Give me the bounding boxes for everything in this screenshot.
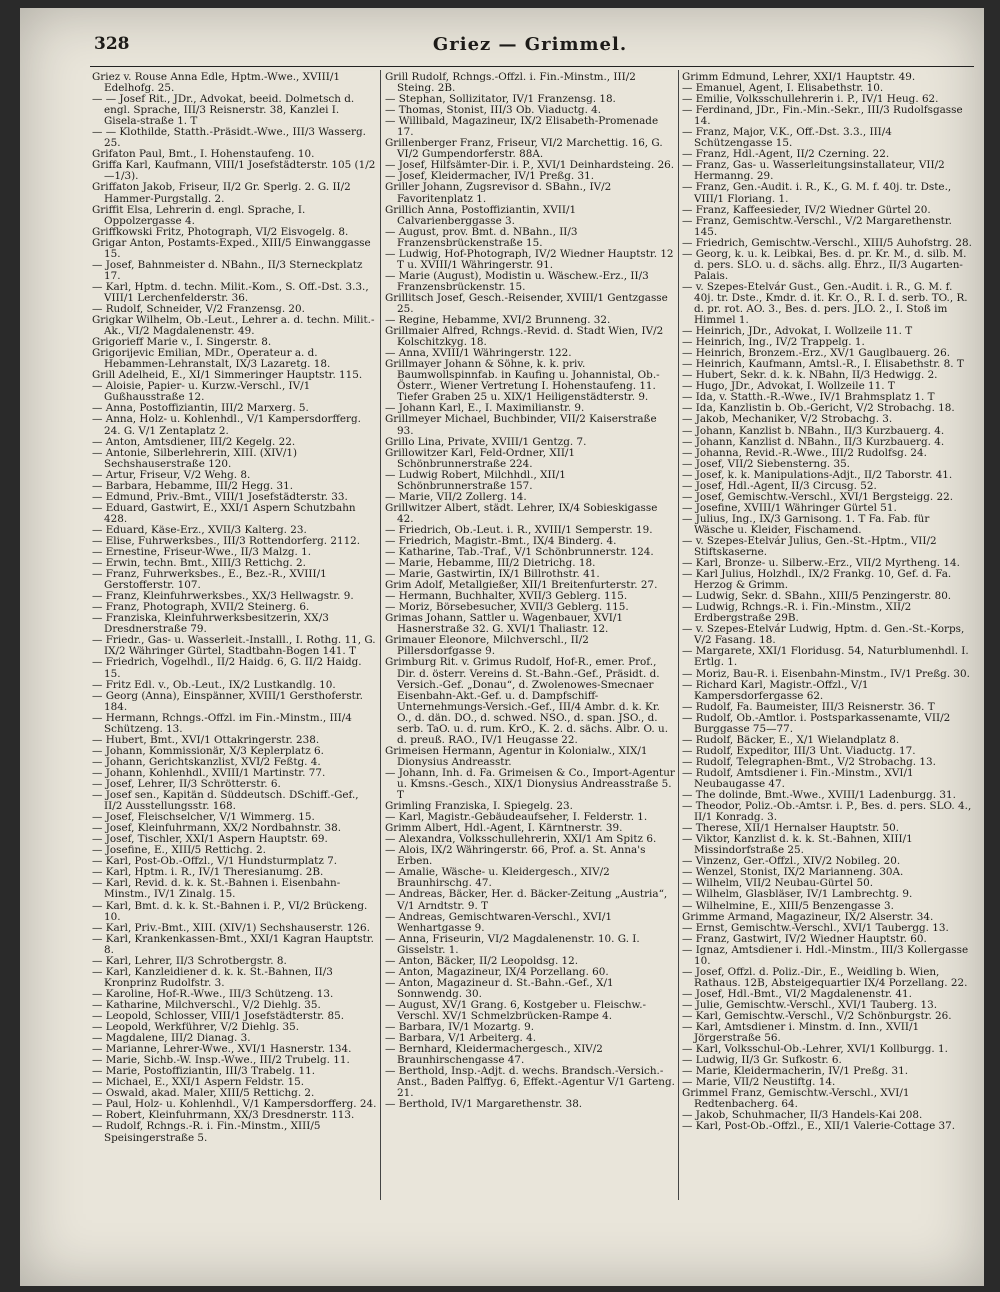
directory-entry: Griller Johann, Zugsrevisor d. SBahn., IV/2 Favoritenplatz 1. (385, 181, 612, 205)
directory-entry: — Ludwig, Sekr. d. SBahn., XIII/5 Penzingerstr. 80. (682, 590, 952, 603)
directory-entry: — Heinrich, Ing., IV/2 Trappelg. 1. (682, 336, 865, 349)
directory-entry: Grigkar Wilhelm, Ob.-Leut., Lehrer a. d. techn. Milit.-Ak., VI/2 Magdalenenstr. 49. (92, 314, 375, 338)
directory-entry: — Aloisie, Papier- u. Kurzw.-Verschl., IV/1 Gußhausstraße 12. (92, 380, 311, 404)
directory-entry: — Jakob, Mechaniker, V/2 Strobachg. 3. (682, 413, 893, 426)
directory-entry: — Karl, Gemischtw.-Verschl., V/2 Schönburgstr. 26. (682, 1009, 952, 1022)
directory-entry: — Andreas, Gemischtwaren-Verschl., XVI/1 Wenhartgasse 9. (385, 910, 612, 934)
directory-entry: — Berthold, IV/1 Margarethenstr. 38. (385, 1098, 583, 1111)
directory-entry: — Anna, Postoffiziantin, III/2 Marxerg. 5. (92, 402, 309, 415)
directory-entry: — — Klothilde, Statth.-Präsidt.-Wwe., III/3 Wasserg. 25. (92, 126, 366, 150)
directory-entry: — Karl, Amtsdiener i. Minstm. d. Inn., XVII/1 Jörgerstraße 56. (682, 1021, 920, 1045)
directory-entry: — Stephan, Sollizitator, IV/1 Franzensg. 18. (385, 93, 616, 106)
directory-entry: — Ludwig Robert, Milchhdl., XII/1 Schönbrunnerstraße 157. (385, 468, 566, 492)
directory-entry: — Anna, Friseurin, VI/2 Magdalenenstr. 10. G. I. Gisselstr. 1. (385, 932, 640, 956)
directory-entry: — Josef, Hdl.-Bmt., VI/2 Magdalenenstr. 41. (682, 987, 912, 1000)
page-header (20, 8, 984, 58)
directory-entry: — Julius, Ing., IX/3 Garnisong. 1. T Fa. Fab. für Wäsche u. Kleider, Fischamend. (682, 512, 930, 536)
directory-entry: — Hugo, JDr., Advokat, I. Wollzeile 11. T (682, 380, 895, 393)
directory-entry: — Heinrich, Kaufmann, Amtsl.-R., I. Elisabethstr. 8. T (682, 358, 964, 371)
directory-entry: — Marie, Kleidermacherin, IV/1 Preßg. 31. (682, 1065, 909, 1078)
directory-entry: — Alexandra, Volksschullehrerin, XXI/1 Am Spitz 6. (385, 833, 657, 846)
directory-entry: — Karl, Bmt. d. k. k. St.-Bahnen i. P., VI/2 Brückeng. 10. (92, 899, 368, 923)
directory-entry: — Viktor, Kanzlist d. k. k. St.-Bahnen, XIII/1 Missindorfstraße 25. (682, 833, 913, 857)
directory-entry: — Karl, Priv.-Bmt., XIII. (XIV/1) Sechshauserstr. 126. (92, 921, 370, 934)
directory-entry: — Ida, v. Statth.-R.-Wwe., IV/1 Brahmsplatz 1. T (682, 391, 935, 404)
directory-entry: Grifaton Paul, Bmt., I. Hohenstaufeng. 10. (92, 148, 315, 161)
directory-entry: Grimmel Franz, Gemischtw.-Verschl., XVI/1 Redtenbacherg. 64. (682, 1087, 910, 1111)
directory-entry: Grillowitzer Karl, Feld-Ordner, XII/1 Schönbrunnerstraße 224. (385, 446, 576, 470)
directory-entry: — Ernst, Gemischtw.-Verschl., XVI/1 Taubergg. 13. (682, 921, 949, 934)
running-title: Griez — Grimmel. (432, 34, 628, 55)
directory-entry: Grillwitzer Albert, städt. Lehrer, IX/4 Sobieskigasse 42. (385, 501, 658, 525)
directory-entry: — Franz, Hdl.-Agent, II/2 Czerning. 22. (682, 148, 890, 161)
directory-entry: — Franz, Kaffeesieder, IV/2 Wiedner Gürtel 20. (682, 203, 931, 216)
directory-entry: — Eduard, Gastwirt, E., XXI/1 Aspern Schutzbahn 428. (92, 501, 356, 525)
directory-entry: — Leopold, Schlosser, VIII/1 Josefstädterstr. 85. (92, 1009, 345, 1022)
directory-entry: — Katharine, Tab.-Traf., V/1 Schönbrunnerstr. 124. (385, 546, 654, 559)
directory-entry: — Antonie, Silberlehrerin, XIII. (XIV/1) Sechshauserstraße 120. (92, 446, 298, 470)
directory-entry: Grimas Johann, Sattler u. Wagenbauer, XVI/1 Hasnerstraße 32. G. XVI/1 Thaliastr. 12. (385, 612, 623, 636)
directory-entry: — Josef, Hdl.-Agent, II/3 Circusg. 52. (682, 479, 877, 492)
directory-entry: Grimling Franziska, I. Spiegelg. 23. (385, 800, 573, 813)
directory-entry: Grimm Albert, Hdl.-Agent, I. Kärntnerstr. 39. (385, 822, 623, 835)
directory-entry: Griffa Karl, Kaufmann, VIII/1 Josefstädterstr. 105 (1/2—1/3). (92, 159, 376, 183)
directory-entry: — Hubert, Sekr. d. k. k. NBahn, II/3 Hedwigg. 2. (682, 369, 938, 382)
directory-entry: — Johann, Kommissionär, X/3 Keplerplatz 6. (92, 744, 324, 757)
directory-entry: — Marie, Gastwirtin, IX/1 Billrothstr. 41. (385, 568, 600, 581)
directory-entry: — v. Szepes-Etelvár Julius, Gen.-St.-Hptm., VII/2 Stiftskaserne. (682, 534, 937, 559)
directory-entry: Grillmayer Johann & Söhne, k. k. priv. Baumwollspinnfab. in Kaufing u. Johannistal, Ob.-Österr., Wiener Vertretung I. Hohenstaufeng. 11. Tiefer Graben 25 u. XIX/1 Heiligenstädterstr. 9. (385, 358, 660, 404)
directory-entry: — Josef, Gemischtw.-Verschl., XVI/1 Bergsteigg. 22. (682, 490, 954, 503)
directory-entry: — Josefine, E., XIII/5 Rettichg. 2. (92, 844, 266, 857)
directory-entry: — Josef, k. k. Manipulations-Adjt., II/2 Taborstr. 41. (682, 468, 953, 481)
directory-entry: — Rudolf, Amtsdiener i. Fin.-Minstm., XVI/1 Neubaugasse 47. (682, 766, 914, 790)
directory-entry: Grimm Edmund, Lehrer, XXI/1 Hauptstr. 49. (682, 72, 916, 83)
directory-entry: Grigorieff Marie v., I. Singerstr. 8. (92, 336, 272, 349)
directory-entry: — Edmund, Priv.-Bmt., VIII/1 Josefstädterstr. 33. (92, 490, 348, 503)
directory-entry: Grigar Anton, Postamts-Exped., XIII/5 Einwanggasse 15. (92, 236, 371, 260)
directory-entry: — Franz, Major, V.K., Off.-Dst. 3.3., III/4 Schützengasse 15. (682, 126, 892, 150)
column-left (92, 72, 377, 1212)
directory-entry: Grimeisen Hermann, Agentur in Kolonialw., XIX/1 Dionysius Andreasstr. (385, 744, 648, 768)
directory-entry: — Moriz, Bau-R. i. Eisenbahn-Minstm., IV/1 Preßg. 30. (682, 667, 970, 680)
directory-entry: — v. Szepes-Etelvár Ludwig, Hptm. d. Gen.-St.-Korps, V/2 Fasang. 18. (682, 623, 965, 647)
directory-entry: — Johann Karl, E., I. Maximilianstr. 9. (385, 402, 585, 415)
directory-entry: Grillitsch Josef, Gesch.-Reisender, XVIII/1 Gentzgasse 25. (385, 291, 668, 315)
directory-entry: — Josefine, XVIII/1 Währinger Gürtel 51. (682, 501, 897, 514)
directory-entry: — Ignaz, Amtsdiener i. Hdl.-Minstm., III/3 Kollergasse 10. (682, 943, 969, 967)
page-number: 328 (94, 34, 130, 54)
directory-entry: — Johann, Kanzlist d. NBahn., II/3 Kurzbauerg. 4. (682, 435, 945, 448)
directory-entry: Grillmeyer Michael, Buchbinder, VII/2 Kaiserstraße 93. (385, 413, 657, 437)
directory-entry: — Josef, Hilfsämter-Dir. i. P., XVI/1 Deinhardsteing. 26. (385, 159, 675, 172)
directory-entry: — Karl, Magistr.-Gebäudeaufseher, I. Felderstr. 1. (385, 811, 648, 824)
directory-entry: — Theodor, Poliz.-Ob.-Amtsr. i. P., Bes. d. pers. SLO. 4., II/1 Konradg. 3. (682, 800, 972, 824)
directory-entry: — Georg, k. u. k. Leibkai, Bes. d. pr. Kr. M., d. silb. M. d. pers. SLO. u. d. sächs. allg. Ehrz., II/3 Augarten-Palais. (682, 247, 967, 282)
directory-entry: — v. Szepes-Etelvár Gust., Gen.-Audit. i. R., G. M. f. 40j. tr. Dste., Kmdr. d. it. Kr. O., R. I. d. serb. TO., R. d. pr. rot. AO. 3., Bes. d. pers. JLO. 2., I. Stoß im Himmel 1. (682, 280, 968, 327)
directory-page (20, 8, 984, 1286)
directory-entry: — Karl, Bronze- u. Silberw.-Erz., VII/2 Myrtheng. 14. (682, 557, 960, 570)
directory-entry: — Josef, Kleinfuhrmann, XX/2 Nordbahnstr. 38. (92, 822, 342, 835)
directory-entry: — Berthold, Insp.-Adjt. d. wechs. Brandsch.-Versich.-Anst., Baden Palffyg. 6, Effekt.-Agentur V/1 Garteng. 21. (385, 1065, 675, 1100)
directory-entry: — Wilhelm, VII/2 Neubau-Gürtel 50. (682, 877, 874, 890)
directory-entry: — Karl, Post-Ob.-Offzl., V/1 Hundsturmplatz 7. (92, 855, 338, 868)
directory-entry: — August, XV/1 Grang. 6, Kostgeber u. Fleischw.-Verschl. XV/1 Schmelzbrücken-Rampe 4. (385, 998, 647, 1022)
directory-entry: Grillo Lina, Private, XVIII/1 Gentzg. 7. (385, 435, 587, 448)
column-divider-1 (380, 70, 381, 1200)
directory-entry: Grillmaier Alfred, Rchngs.-Revid. d. Stadt Wien, IV/2 Kolschitzkyg. 18. (385, 325, 664, 349)
directory-entry: — Johann, Kanzlist b. NBahn., II/3 Kurzbauerg. 4. (682, 424, 945, 437)
directory-entry: — Jakob, Schuhmacher, II/3 Handels-Kai 208. (682, 1109, 923, 1122)
directory-entry: — Anton, Bäcker, II/2 Leopoldsg. 12. (385, 954, 579, 967)
directory-entry: — Ludwig, Hof-Photograph, IV/2 Wiedner Hauptstr. 12 T u. XVIII/1 Währingerstr. 91. (385, 247, 674, 271)
directory-entry: — — Josef Rit., JDr., Advokat, beeid. Dolmetsch d. engl. Sprache, III/3 Reisnerstr. 38, Kanzlei I. Gisela-straße 1. T (92, 93, 355, 128)
directory-entry: — Friedrich, Gemischtw.-Verschl., XIII/5 Auhofstrg. 28. (682, 236, 972, 249)
directory-entry: Grim Adolf, Metallgießer, XII/1 Breitenfurterstr. 27. (385, 579, 658, 592)
directory-entry: Grimme Armand, Magazineur, IX/2 Alserstr. 34. (682, 910, 934, 923)
directory-entry: Grillenberger Franz, Friseur, VI/2 Marchettig. 16, G. VI/2 Gumpendorferstr. 88A. (385, 137, 663, 161)
directory-entry: — Johanna, Revid.-R.-Wwe., III/2 Rudolfsg. 24. (682, 446, 927, 459)
directory-entry: — Wenzel, Stonist, IX/2 Marianneng. 30A. (682, 866, 904, 879)
directory-entry: — Karl, Hptm. d. techn. Milit.-Kom., S. Off.-Dst. 3.3., VIII/1 Lerchenfelderstr. 36. (92, 280, 369, 304)
directory-entry: — Rudolf, Rchngs.-R. i. Fin.-Minstm., XIII/5 Speisingerstraße 5. (92, 1120, 321, 1144)
directory-entry: — Franz, Gas- u. Wasserleitungsinstallateur, VII/2 Hermanng. 29. (682, 159, 945, 183)
directory-entry: — Artur, Friseur, V/2 Wehg. 8. (92, 468, 251, 481)
directory-entry: — Josef, Offzl. d. Poliz.-Dir., E., Weidling b. Wien, Rathaus. 12B, Absteigequartier IX/4 Porzellang. 22. (682, 965, 968, 989)
directory-entry: — Franz, Fuhrwerksbes., E., Bez.-R., XVIII/1 Gerstofferstr. 107. (92, 568, 327, 592)
directory-entry: — Leopold, Werkführer, V/2 Diehlg. 35. (92, 1021, 300, 1034)
directory-entry: — Thomas, Stonist, III/3 Ob. Viaductg. 4. (385, 104, 602, 117)
directory-entry: — Emilie, Volksschullehrerin i. P., IV/1 Heug. 62. (682, 93, 939, 106)
directory-entry: — Friedrich, Ob.-Leut. i. R., XVIII/1 Semperstr. 19. (385, 523, 653, 536)
directory-entry: — Paul, Holz- u. Kohlenhdl., V/1 Kampersdorfferg. 24. (92, 1098, 377, 1111)
directory-entry: — Ernestine, Friseur-Wwe., II/3 Malzg. 1. (92, 546, 312, 559)
directory-entry: — Oswald, akad. Maler, XIII/5 Rettichg. 2. (92, 1087, 315, 1100)
directory-entry: — Emanuel, Agent, I. Elisabethstr. 10. (682, 82, 884, 95)
directory-entry: — Michael, E., XXI/1 Aspern Feldstr. 15. (92, 1076, 305, 1089)
directory-entry: — Marie, Hebamme, III/2 Dietrichg. 18. (385, 557, 596, 570)
directory-entry: — Amalie, Wäsche- u. Kleidergesch., XIV/2 Braunhirschg. 47. (385, 866, 610, 890)
directory-entry: — Josef, Bahnmeister d. NBahn., II/3 Sterneckplatz 17. (92, 258, 363, 282)
directory-entry: — Franz, Kleinfuhrwerksbes., XX/3 Hellwagstr. 9. (92, 590, 354, 603)
directory-entry: — Barbara, V/1 Arbeiterg. 4. (385, 1032, 537, 1045)
directory-entry: — Wilhelmine, E., XIII/5 Benzengasse 3. (682, 899, 894, 912)
directory-entry: — Rudolf, Telegraphen-Bmt., V/2 Strobachg. 13. (682, 755, 936, 768)
directory-entry: — Rudolf, Schneider, V/2 Franzensg. 20. (92, 302, 305, 315)
directory-entry: — Marianne, Lehrer-Wwe., XVI/1 Hasnerstr. 134. (92, 1043, 352, 1056)
column-divider-2 (678, 70, 679, 1200)
column-right (682, 72, 972, 1212)
directory-entry: — Heinrich, Bronzem.-Erz., XV/1 Gauglbauerg. 26. (682, 347, 951, 360)
directory-entry: — Ludwig, II/3 Gr. Sufkostr. 6. (682, 1054, 842, 1067)
directory-entry: — Karl, Krankenkassen-Bmt., XXI/1 Kagran Hauptstr. 8. (92, 932, 374, 956)
directory-entry: — Karl, Lehrer, II/3 Schrotbergstr. 8. (92, 954, 287, 967)
directory-entry: — Anna, XVIII/1 Währingerstr. 122. (385, 347, 572, 360)
directory-entry: — Friedrich, Magistr.-Bmt., IX/4 Binderg. 4. (385, 534, 617, 547)
directory-entry: — Anna, Holz- u. Kohlenhdl., V/1 Kampersdorfferg. 24. G. V/1 Zentaplatz 2. (92, 413, 361, 437)
directory-entry: — Barbara, Hebamme, III/2 Hegg. 31. (92, 479, 293, 492)
directory-entry: — Julie, Gemischtw.-Verschl., XVI/1 Tauberg. 13. (682, 998, 938, 1011)
directory-entry: — Johann, Gerichtskanzlist, XVI/2 Feßtg. 4. (92, 755, 321, 768)
directory-entry: Grimauer Eleonore, Milchverschl., II/2 Pillersdorfgasse 9. (385, 634, 589, 658)
directory-entry: — Moriz, Börsebesucher, XVII/3 Geblerg. 115. (385, 601, 629, 614)
directory-entry: — Hermann, Rchngs.-Offzl. im Fin.-Minstm., III/4 Schützeng. 13. (92, 711, 352, 735)
directory-entry: — Josef, Tischler, XXI/1 Aspern Hauptstr. 69. (92, 833, 328, 846)
directory-entry: — Robert, Kleinfuhrmann, XX/3 Dresdnerstr. 113. (92, 1109, 355, 1122)
directory-entry: — Johann, Kohlenhdl., XVIII/1 Martinstr. 77. (92, 766, 326, 779)
directory-entry: — Rudolf, Ob.-Amtlor. i. Postsparkassenamte, VII/2 Burggasse 75—77. (682, 711, 951, 735)
directory-entry: Grimburg Rit. v. Grimus Rudolf, Hof-R., emer. Prof., Dir. d. österr. Vereins d. St.-Bahn.-Gef., Präsidt. d. Versich.-Gef. „Donau“, d. Zwolenowes-Smecnaer Eisenbahn-Akt.-Gef. u. d. Dampfschiff-Unternehmungs-Versich.-Gef., III/4 Ambr. d. k. Kr. O., d. dän. DO., d. schwed. NSO., d. span. JSO., d. serb. TaO. u. d. rum. KrO., K. 2. d. sächs. Albr. O. u. d. preuß. RAO., IV/1 Heugasse 22. (385, 656, 668, 746)
directory-entry: — Hermann, Buchhalter, XVII/3 Geblerg. 115. (385, 590, 628, 603)
directory-entry: — Karl, Kanzleidiener d. k. k. St.-Bahnen, II/3 Kronprinz Rudolfstr. 3. (92, 965, 333, 989)
directory-entry: — Josef, Kleidermacher, IV/1 Preßg. 31. (385, 170, 594, 183)
directory-entry: — Andreas, Bäcker, Her. d. Bäcker-Zeitung „Austria“, V/1 Arndtstr. 9. T (385, 888, 668, 912)
directory-entry: — August, prov. Bmt. d. NBahn., II/3 Franzensbrückenstraße 15. (385, 225, 578, 249)
directory-entry: Griffkowski Fritz, Photograph, VI/2 Eisvogelg. 8. (92, 225, 349, 238)
directory-entry: — Erwin, techn. Bmt., XIII/3 Rettichg. 2. (92, 557, 306, 570)
directory-entry: — Alois, IX/2 Währingerstr. 66, Prof. a. St. Anna's Erben. (385, 844, 646, 868)
directory-entry: — Franz, Gastwirt, IV/2 Wiedner Hauptstr. 60. (682, 932, 927, 945)
directory-entry: — Franz, Photograph, XVII/2 Steinerg. 6. (92, 601, 310, 614)
directory-entry: — Karl, Volksschul-Ob.-Lehrer, XVI/1 Kollburgg. 1. (682, 1043, 948, 1056)
directory-entry: — Margarete, XXI/1 Floridusg. 54, Naturblumenhdl. I. Ertlg. 1. (682, 645, 969, 669)
directory-entry: — Josef, Lehrer, II/3 Schrötterstr. 6. (92, 778, 281, 790)
directory-entry: — Marie, VII/2 Neustiftg. 14. (682, 1076, 836, 1089)
directory-entry: — Eduard, Käse-Erz., XVII/3 Kalterg. 23. (92, 523, 307, 536)
directory-entry: — Anton, Amtsdiener, III/2 Kegelg. 22. (92, 435, 296, 448)
directory-entry: — Willibald, Magazineur, IX/2 Elisabeth-Promenade 17. (385, 115, 659, 139)
header-rule (90, 66, 974, 67)
directory-entry: — Josef, Fleischselcher, V/1 Wimmerg. 15. (92, 811, 315, 824)
directory-entry: Grillich Anna, Postoffiziantin, XVII/1 Calvarienberggasse 3. (385, 203, 577, 227)
directory-entry: — Rudolf, Expeditor, III/3 Unt. Viaductg. 17. (682, 744, 916, 757)
directory-entry: — Karl, Post-Ob.-Offzl., E., XII/1 Valerie-Cottage 37. (682, 1120, 956, 1133)
directory-entry: — Barbara, IV/1 Mozartg. 9. (385, 1021, 535, 1034)
directory-entry: — Hubert, Bmt., XVI/1 Ottakringerstr. 238. (92, 733, 320, 746)
directory-entry: — Fritz Edl. v., Ob.-Leut., IX/2 Lustkandlg. 10. (92, 678, 336, 691)
directory-entry: — Bernhard, Kleidermachergesch., XIV/2 Braunhirschengasse 47. (385, 1043, 603, 1067)
directory-entry: — Friedrich, Vogelhdl., II/2 Haidg. 6, G. II/2 Haidg. 15. (92, 656, 362, 680)
directory-entry: — Karoline, Hof-R.-Wwe., III/3 Schützeng. 13. (92, 987, 334, 1000)
directory-entry: — Rudolf, Bäcker, E., X/1 Wielandplatz 8. (682, 733, 900, 746)
directory-entry: Grigorijevic Emilian, MDr., Operateur a. d. Hebammen-Lehranstalt, IX/3 Lazaretg. 18. (92, 347, 331, 371)
directory-entry: — Wilhelm, Glasbläser, IV/1 Lambrechtg. 9. (682, 888, 913, 901)
directory-entry: — Ludwig, Rchngs.-R. i. Fin.-Minstm., XII/2 Erdbergstraße 29B. (682, 601, 912, 625)
directory-entry: — Ferdinand, JDr., Fin.-Min.-Sekr., III/3 Rudolfsgasse 14. (682, 104, 963, 128)
directory-entry: — Marie, VII/2 Zollerg. 14. (385, 490, 527, 503)
directory-entry: — Franz, Gen.-Audit. i. R., K., G. M. f. 40j. tr. Dste., VIII/1 Floriang. 1. (682, 181, 952, 205)
directory-entry: — Marie, Postoffiziantin, III/3 Trabelg. 11. (92, 1065, 316, 1078)
directory-entry: Griffaton Jakob, Friseur, II/2 Gr. Sperlg. 2. G. II/2 Hammer-Purgstallg. 2. (92, 181, 351, 205)
directory-entry: Griez v. Rouse Anna Edle, Hptm.-Wwe., XVIII/1 Edelhofg. 25. (92, 72, 340, 95)
directory-entry: — Therese, XII/1 Hernalser Hauptstr. 50. (682, 822, 900, 835)
directory-entry: — Josef sen., Kapitän d. Süddeutsch. DSchiff.-Gef., II/2 Ausstellungsstr. 168. (92, 789, 359, 813)
directory-entry: — Friedr., Gas- u. Wasserleit.-Installl., I. Rothg. 11, G. IX/2 Währinger Gürtel, Stadtbahn-Bogen 141. T (92, 634, 376, 658)
directory-entry: Griffit Elsa, Lehrerin d. engl. Sprache, I. Oppolzergasse 4. (92, 203, 306, 227)
directory-entry: — Katharine, Milchverschl., V/2 Diehlg. 35. (92, 998, 321, 1011)
directory-entry: — Marie, Sichb.-W. Insp.-Wwe., III/2 Trubelg. 11. (92, 1054, 350, 1067)
directory-entry: — Ida, Kanzlistin b. Ob.-Gericht, V/2 Strobachg. 18. (682, 402, 955, 415)
directory-entry: — Karl Julius, Holzhdl., IX/2 Frankg. 10, Gef. d. Fa. Herzog & Grimm. (682, 568, 952, 592)
directory-entry: — Josef, VII/2 Siebensterng. 35. (682, 457, 850, 470)
directory-entry: — Vinzenz, Ger.-Offzl., XIV/2 Nobileg. 20. (682, 855, 901, 868)
directory-entry: Grill Rudolf, Rchngs.-Offzl. i. Fin.-Minstm., III/2 Steing. 2B. (385, 72, 636, 95)
directory-entry: — Karl, Revid. d. k. k. St.-Bahnen i. Eisenbahn-Minstm., IV/1 Zinalg. 15. (92, 877, 341, 901)
directory-entry: — Elise, Fuhrwerksbes., III/3 Rottendorferg. 2112. (92, 534, 361, 547)
directory-entry: — Johann, Inh. d. Fa. Grimeisen & Co., Import-Agentur u. Kmsns.-Gesch., XIX/1 Dionysius Andreasstraße 5. T (385, 766, 675, 802)
directory-entry: — Rudolf, Fa. Baumeister, III/3 Reisnerstr. 36. T (682, 700, 935, 713)
directory-entry: — Franziska, Kleinfuhrwerksbesitzerin, XX/3 Dresdnerstraße 79. (92, 612, 329, 636)
directory-entry: — Franz, Gemischtw.-Verschl., V/2 Margarethenstr. 145. (682, 214, 952, 238)
directory-entry: — The dolinde, Bmt.-Wwe., XVIII/1 Ladenburgg. 31. (682, 789, 956, 802)
directory-entry: Grill Adelheid, E., XI/1 Simmeringer Hauptstr. 115. (92, 369, 363, 382)
directory-entry: — Heinrich, JDr., Advokat, I. Wollzeile 11. T (682, 325, 913, 338)
directory-entry: — Marie (August), Modistin u. Wäschew.-Erz., II/3 Franzensbrückenstr. 15. (385, 269, 649, 293)
directory-entry: — Magdalene, III/2 Dianag. 3. (92, 1032, 251, 1045)
directory-entry: — Anton, Magazineur d. St.-Bahn.-Gef., X/1 Sonnwendg. 30. (385, 976, 614, 1000)
directory-entry: — Georg (Anna), Einspänner, XVIII/1 Gersthoferstr. 184. (92, 689, 363, 713)
directory-entry: — Anton, Magazineur, IX/4 Porzellang. 60. (385, 965, 609, 978)
directory-entry: — Karl, Hptm. i. R., IV/1 Theresianumg. 2B. (92, 866, 324, 879)
directory-entry: — Regine, Hebamme, XVI/2 Brunneng. 32. (385, 314, 611, 327)
directory-entry: — Richard Karl, Magistr.-Offzl., V/1 Kampersdorfergasse 62. (682, 678, 869, 702)
column-middle (385, 72, 675, 1212)
